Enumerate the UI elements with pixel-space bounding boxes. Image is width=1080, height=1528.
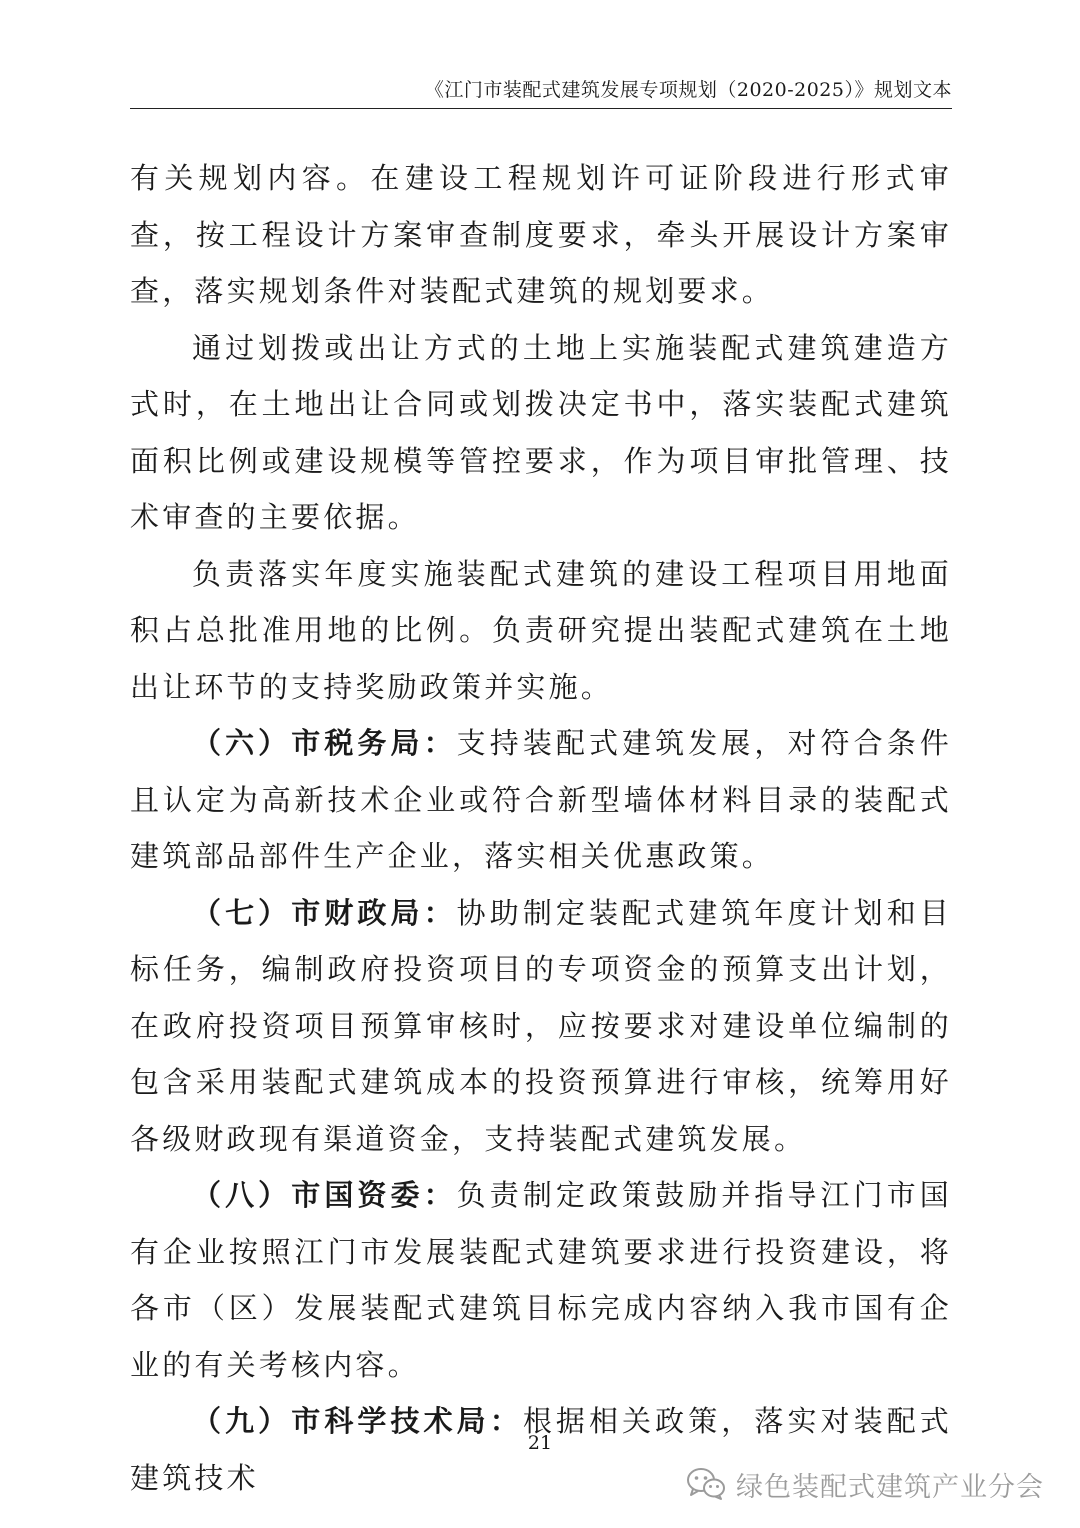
paragraph-lead: （七）市财政局： bbox=[192, 895, 457, 930]
header-title: 《江门市装配式建筑发展专项规划（2020-2025）》规划文本 bbox=[424, 79, 952, 101]
watermark-text: 绿色装配式建筑产业分会 bbox=[736, 1471, 1044, 1503]
paragraph bbox=[130, 546, 952, 716]
wechat-icon bbox=[686, 1467, 726, 1501]
paragraph bbox=[130, 150, 952, 320]
paragraph-text: 负责制定政策鼓励并指导江门市国有企业按照江门市发展装配式建筑要求进行投资建设，将各市（区）发展装配式建筑目标完成内容纳入我市国有企业的有关考核内容。 bbox=[130, 1178, 952, 1382]
paragraph-text: 通过划拨或出让方式的土地上实施装配式建筑建造方式时，在土地出让合同或划拨决定书中，落实装配式建筑面积比例或建设规模等管控要求，作为项目审批管理、技术审查的主要依据。 bbox=[130, 330, 952, 534]
paragraph-text: 负责落实年度实施装配式建筑的建设工程项目用地面积占总批准用地的比例。负责研究提出装配式建筑在土地出让环节的支持奖励政策并实施。 bbox=[130, 556, 952, 704]
paragraph-text: 支持装配式建筑发展，对符合条件且认定为高新技术企业或符合新型墙体材料目录的装配式建筑部品部件生产企业，落实相关优惠政策。 bbox=[130, 726, 952, 873]
running-header bbox=[130, 72, 952, 109]
paragraph bbox=[130, 1167, 952, 1393]
body-text bbox=[130, 150, 952, 1506]
paragraph-text: 有关规划内容。在建设工程规划许可证阶段进行形式审查，按工程设计方案审查制度要求，牵头开展设计方案审查，落实规划条件对装配式建筑的规划要求。 bbox=[130, 161, 952, 308]
paragraph-text: 根据相关政策，落实对装配式建筑技术 bbox=[130, 1404, 952, 1495]
paragraph-text: 协助制定装配式建筑年度计划和目标任务，编制政府投资项目的专项资金的预算支出计划，在政府投资项目预算审核时，应按要求对建设单位编制的包含采用装配式建筑成本的投资预算进行审核，统筹用好各级财政现有渠道资金，支持装配式建筑发展。 bbox=[130, 895, 952, 1156]
watermark bbox=[686, 1462, 1044, 1506]
paragraph-lead: （九）市科学技术局： bbox=[192, 1404, 523, 1438]
paragraph bbox=[130, 715, 952, 885]
paragraph-lead: （六）市税务局： bbox=[192, 726, 457, 760]
paragraph bbox=[130, 320, 952, 546]
paragraph bbox=[130, 885, 952, 1168]
page-number: 21 bbox=[527, 1432, 553, 1454]
paragraph-lead: （八）市国资委： bbox=[192, 1178, 457, 1212]
